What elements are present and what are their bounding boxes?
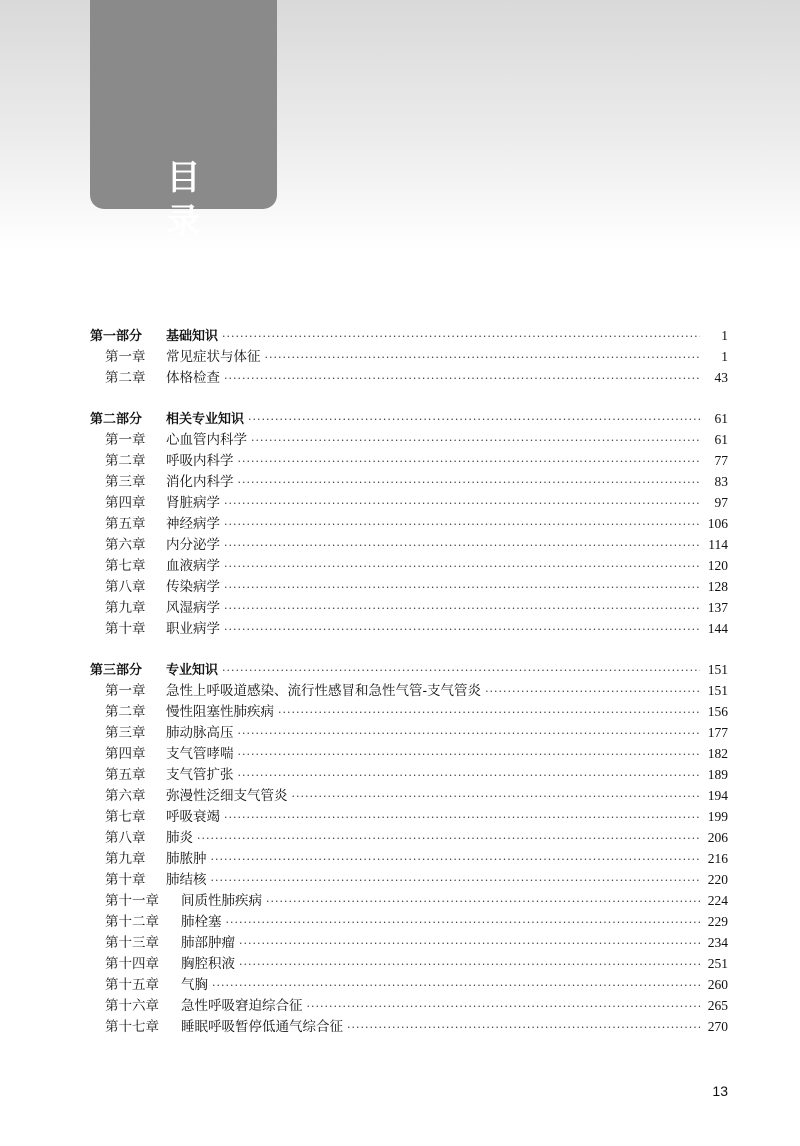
dot-leader: [292, 786, 701, 807]
chapter-title: 呼吸内科学: [166, 453, 234, 469]
chapter-title: 内分泌学: [166, 537, 220, 553]
chapter-number: 第九章: [105, 851, 146, 867]
chapter-title: 常见症状与体征: [166, 349, 261, 365]
chapter-page: 61: [714, 432, 728, 447]
chapter-page: 77: [714, 453, 728, 468]
chapter-page: 234: [707, 935, 728, 950]
toc-chapter-row[interactable]: [90, 534, 728, 555]
chapter-title: 肺结核: [166, 872, 207, 888]
chapter-title: 职业病学: [166, 621, 220, 637]
chapter-page: 1: [721, 349, 728, 364]
dot-leader: [224, 577, 700, 598]
part-number: 第一部分: [90, 329, 143, 344]
chapter-title: 肾脏病学: [166, 495, 220, 511]
dot-leader: [347, 1017, 700, 1038]
chapter-title: 肺脓肿: [166, 851, 207, 867]
chapter-number: 第九章: [105, 600, 146, 616]
dot-leader: [224, 493, 700, 514]
chapter-number: 第十五章: [105, 977, 159, 993]
dot-leader: [224, 535, 700, 556]
chapter-title: 肺炎: [166, 830, 193, 846]
chapter-page: 114: [708, 537, 728, 552]
toc-chapter-row[interactable]: [90, 471, 728, 492]
chapter-page: 83: [714, 474, 728, 489]
dot-leader: [197, 828, 700, 849]
toc-chapter-row[interactable]: [90, 597, 728, 618]
dot-leader: [239, 954, 700, 975]
chapter-number: 第四章: [105, 746, 146, 762]
chapter-page: 128: [707, 579, 728, 594]
toc-chapter-row[interactable]: [90, 429, 728, 450]
chapter-number: 第十四章: [105, 956, 159, 972]
dot-leader: [212, 975, 700, 996]
toc-chapter-row[interactable]: [90, 1016, 728, 1037]
chapter-number: 第三章: [105, 474, 146, 490]
chapter-number: 第十二章: [105, 914, 159, 930]
toc-chapter-row[interactable]: [90, 492, 728, 513]
chapter-title: 呼吸衰竭: [166, 809, 220, 825]
dot-leader: [222, 326, 700, 347]
part-title: 相关专业知识: [166, 412, 245, 427]
chapter-title: 慢性阻塞性肺疾病: [166, 704, 274, 720]
toc-chapter-row[interactable]: [90, 618, 728, 639]
part-page: 1: [721, 328, 728, 343]
chapter-number: 第一章: [105, 349, 146, 365]
chapter-title: 弥漫性泛细支气管炎: [166, 788, 288, 804]
part-page: 61: [714, 411, 728, 426]
chapter-page: 97: [714, 495, 728, 510]
toc-chapter-row[interactable]: [90, 932, 728, 953]
chapter-title: 体格检查: [166, 370, 220, 386]
toc-part-row[interactable]: [90, 408, 728, 429]
chapter-page: 151: [707, 683, 728, 698]
toc-chapter-row[interactable]: [90, 869, 728, 890]
toc-chapter-row[interactable]: [90, 995, 728, 1016]
chapter-number: 第八章: [105, 579, 146, 595]
chapter-page: 156: [707, 704, 728, 719]
dot-leader: [226, 912, 701, 933]
dot-leader: [251, 430, 700, 451]
page-number: 13: [712, 1083, 728, 1099]
toc-chapter-row[interactable]: [90, 764, 728, 785]
chapter-page: 120: [707, 558, 728, 573]
chapter-number: 第七章: [105, 809, 146, 825]
section-spacer: [90, 388, 728, 408]
chapter-number: 第二章: [105, 370, 146, 386]
chapter-title: 急性上呼吸道感染、流行性感冒和急性气管-支气管炎: [166, 683, 482, 699]
chapter-number: 第五章: [105, 516, 146, 532]
part-title: 专业知识: [166, 663, 219, 678]
chapter-title: 心血管内科学: [166, 432, 247, 448]
chapter-title: 气胸: [181, 977, 208, 993]
chapter-page: 189: [707, 767, 728, 782]
chapter-number: 第三章: [105, 725, 146, 741]
toc-chapter-row[interactable]: [90, 346, 728, 367]
dot-leader: [211, 870, 701, 891]
chapter-page: 206: [707, 830, 728, 845]
chapter-number: 第十六章: [105, 998, 159, 1014]
part-number: 第三部分: [90, 663, 143, 678]
chapter-number: 第五章: [105, 767, 146, 783]
chapter-title: 风湿病学: [166, 600, 220, 616]
toc-chapter-row[interactable]: [90, 680, 728, 701]
chapter-number: 第七章: [105, 558, 146, 574]
toc-chapter-row[interactable]: [90, 367, 728, 388]
chapter-number: 第八章: [105, 830, 146, 846]
chapter-title: 支气管哮喘: [166, 746, 234, 762]
toc-chapter-row[interactable]: [90, 848, 728, 869]
dot-leader: [224, 807, 700, 828]
chapter-title: 间质性肺疾病: [181, 893, 262, 909]
chapter-page: 194: [707, 788, 728, 803]
toc-chapter-row[interactable]: [90, 450, 728, 471]
chapter-title: 肺栓塞: [181, 914, 222, 930]
dot-leader: [485, 681, 700, 702]
toc-part-row[interactable]: [90, 325, 728, 346]
part-title: 基础知识: [166, 329, 219, 344]
toc-chapter-row[interactable]: [90, 911, 728, 932]
dot-leader: [238, 744, 701, 765]
chapter-number: 第十章: [105, 872, 146, 888]
chapter-number: 第二章: [105, 453, 146, 469]
toc-chapter-row[interactable]: [90, 890, 728, 911]
toc-chapter-row[interactable]: [90, 785, 728, 806]
chapter-page: 144: [707, 621, 728, 636]
dot-leader: [266, 891, 700, 912]
chapter-page: 182: [707, 746, 728, 761]
dot-leader: [222, 660, 700, 681]
chapter-page: 229: [707, 914, 728, 929]
toc-chapter-row[interactable]: [90, 806, 728, 827]
chapter-number: 第六章: [105, 537, 146, 553]
dot-leader: [278, 702, 700, 723]
chapter-number: 第一章: [105, 432, 146, 448]
chapter-number: 第十章: [105, 621, 146, 637]
dot-leader: [238, 723, 701, 744]
chapter-page: 106: [707, 516, 728, 531]
chapter-title: 传染病学: [166, 579, 220, 595]
dot-leader: [239, 933, 700, 954]
toc-chapter-row[interactable]: [90, 513, 728, 534]
chapter-title: 睡眠呼吸暂停低通气综合征: [181, 1019, 343, 1035]
chapter-number: 第十一章: [105, 893, 159, 909]
chapter-page: 43: [714, 370, 728, 385]
dot-leader: [224, 556, 700, 577]
dot-leader: [307, 996, 701, 1017]
chapter-number: 第一章: [105, 683, 146, 699]
chapter-title: 胸腔积液: [181, 956, 235, 972]
toc-chapter-row[interactable]: [90, 827, 728, 848]
dot-leader: [211, 849, 701, 870]
title-tab: [90, 0, 277, 242]
chapter-page: 270: [707, 1019, 728, 1034]
chapter-number: 第六章: [105, 788, 146, 804]
toc-chapter-row[interactable]: [90, 953, 728, 974]
chapter-title: 血液病学: [166, 558, 220, 574]
chapter-page: 216: [707, 851, 728, 866]
chapter-page: 137: [707, 600, 728, 615]
chapter-title: 支气管扩张: [166, 767, 234, 783]
table-of-contents: [90, 325, 728, 1037]
chapter-page: 265: [707, 998, 728, 1013]
dot-leader: [224, 598, 700, 619]
dot-leader: [224, 514, 700, 535]
toc-chapter-row[interactable]: [90, 701, 728, 722]
toc-part-row[interactable]: [90, 659, 728, 680]
dot-leader: [238, 765, 701, 786]
chapter-number: 第十七章: [105, 1019, 159, 1035]
chapter-number: 第十三章: [105, 935, 159, 951]
chapter-page: 220: [707, 872, 728, 887]
chapter-page: 251: [707, 956, 728, 971]
toc-chapter-row[interactable]: [90, 722, 728, 743]
toc-chapter-row[interactable]: [90, 576, 728, 597]
dot-leader: [224, 619, 700, 640]
chapter-page: 199: [707, 809, 728, 824]
chapter-page: 177: [707, 725, 728, 740]
section-spacer: [90, 639, 728, 659]
part-number: 第二部分: [90, 412, 143, 427]
chapter-title: 神经病学: [166, 516, 220, 532]
chapter-title: 肺部肿瘤: [181, 935, 235, 951]
toc-chapter-row[interactable]: [90, 974, 728, 995]
dot-leader: [224, 368, 700, 389]
chapter-title: 消化内科学: [166, 474, 234, 490]
chapter-page: 224: [707, 893, 728, 908]
chapter-page: 260: [707, 977, 728, 992]
chapter-title: 肺动脉高压: [166, 725, 234, 741]
chapter-title: 急性呼吸窘迫综合征: [181, 998, 303, 1014]
dot-leader: [248, 409, 700, 430]
dot-leader: [265, 347, 701, 368]
chapter-number: 第四章: [105, 495, 146, 511]
part-page: 151: [707, 662, 728, 677]
dot-leader: [238, 451, 701, 472]
toc-chapter-row[interactable]: [90, 555, 728, 576]
dot-leader: [238, 472, 701, 493]
chapter-number: 第二章: [105, 704, 146, 720]
page-title: 目 录: [166, 158, 231, 242]
toc-chapter-row[interactable]: [90, 743, 728, 764]
